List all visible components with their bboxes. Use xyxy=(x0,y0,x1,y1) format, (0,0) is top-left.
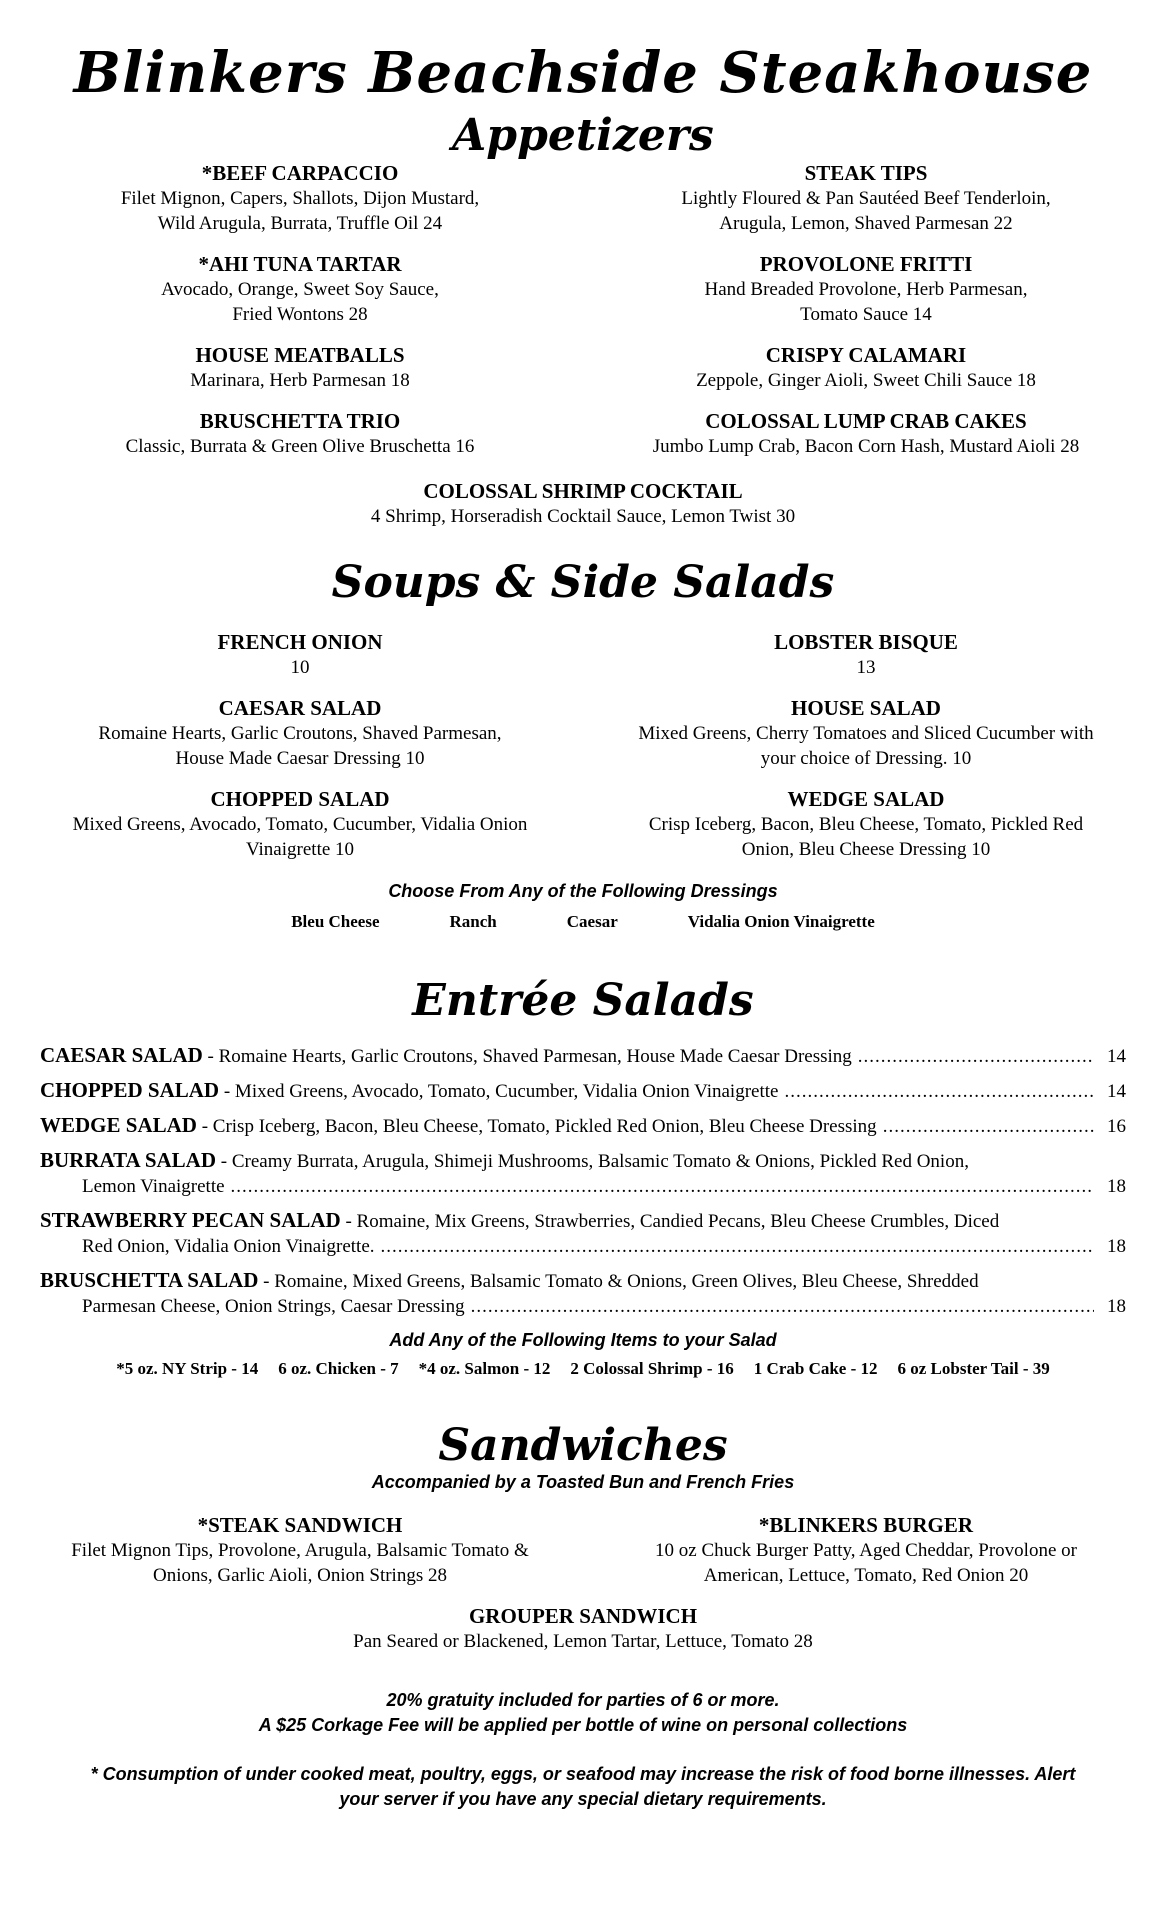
item-price: 16 xyxy=(1107,1116,1126,1137)
item-name: HOUSE SALAD xyxy=(791,696,941,720)
item-name: WEDGE SALAD xyxy=(40,1113,197,1137)
menu-item xyxy=(20,342,580,393)
item-name: BURRATA SALAD xyxy=(40,1148,216,1172)
dressing-option: Bleu Cheese xyxy=(291,912,380,931)
menu-item xyxy=(20,786,580,862)
item-description: Classic, Burrata & Green Olive Bruschetta 16 xyxy=(125,436,475,457)
item-description: - Creamy Burrata, Arugula, Shimeji Mushrooms, Balsamic Tomato & Onions, Pickled Red Onion, xyxy=(216,1151,969,1172)
item-name: CHOPPED SALAD xyxy=(40,1078,220,1102)
appetizers-left-column xyxy=(20,160,580,474)
menu-item xyxy=(20,1512,580,1588)
menu-item xyxy=(20,408,580,459)
item-description: Tomato Sauce 14 xyxy=(800,304,932,325)
warning-line: * Consumption of under cooked meat, poultry, eggs, or seafood may increase the risk of food borne illnesses. Alert xyxy=(90,1764,1076,1784)
entree-item xyxy=(40,1043,1126,1069)
item-name: CAESAR SALAD xyxy=(40,1043,203,1067)
item-name: *AHI TUNA TARTAR xyxy=(198,252,402,276)
dressings-list xyxy=(0,909,1166,935)
item-description: your choice of Dressing. 10 xyxy=(760,748,972,769)
dot-leader xyxy=(231,1174,1094,1199)
item-description: Mixed Greens, Cherry Tomatoes and Sliced Cucumber with xyxy=(638,723,1094,744)
item-description: Avocado, Orange, Sweet Soy Sauce, xyxy=(161,279,439,300)
item-description: Hand Breaded Provolone, Herb Parmesan, xyxy=(704,279,1028,300)
menu-item xyxy=(20,629,580,680)
dressings-heading: Choose From Any of the Following Dressings xyxy=(388,881,778,901)
menu-item xyxy=(586,342,1146,393)
menu-item xyxy=(586,695,1146,771)
dot-leader xyxy=(381,1234,1094,1259)
item-description: Jumbo Lump Crab, Bacon Corn Hash, Mustard Aioli 28 xyxy=(652,436,1080,457)
item-name: *STEAK SANDWICH xyxy=(197,1513,403,1537)
item-description: - Romaine, Mixed Greens, Balsamic Tomato & Onions, Green Olives, Bleu Cheese, Shredded xyxy=(258,1271,979,1292)
sandwiches-subtitle: Accompanied by a Toasted Bun and French Fries xyxy=(371,1472,795,1492)
item-description: Fried Wontons 28 xyxy=(232,304,368,325)
item-price: 18 xyxy=(1107,1236,1126,1257)
item-description: - Romaine, Mix Greens, Strawberries, Candied Pecans, Bleu Cheese Crumbles, Diced xyxy=(340,1211,1000,1232)
item-name: CAESAR SALAD xyxy=(218,696,382,720)
item-name: BRUSCHETTA TRIO xyxy=(199,409,401,433)
item-name: STEAK TIPS xyxy=(804,161,928,185)
appetizers-title: Appetizers xyxy=(452,110,714,161)
soups-title: Soups & Side Salads xyxy=(331,557,835,608)
item-description: 10 xyxy=(290,657,310,678)
sandwiches-grid xyxy=(0,1512,1166,1603)
menu-item xyxy=(20,251,580,327)
item-description: Onion, Bleu Cheese Dressing 10 xyxy=(741,839,991,860)
item-name: HOUSE MEATBALLS xyxy=(195,343,405,367)
menu-item xyxy=(586,629,1146,680)
addon-option: *4 oz. Salmon - 12 xyxy=(418,1359,551,1378)
policy-notes xyxy=(0,1688,1166,1738)
restaurant-name: Blinkers Beachside Steakhouse xyxy=(73,40,1093,106)
item-description: Pan Seared or Blackened, Lemon Tartar, Lettuce, Tomato 28 xyxy=(353,1631,813,1652)
item-description: - Romaine Hearts, Garlic Croutons, Shaved Parmesan, House Made Caesar Dressing xyxy=(202,1046,852,1067)
sandwiches-left-column xyxy=(20,1512,580,1603)
appetizers-right-column xyxy=(586,160,1146,474)
item-description: Vinaigrette 10 xyxy=(245,839,355,860)
entree-item xyxy=(40,1268,1126,1319)
soups-grid xyxy=(0,629,1166,877)
menu-item xyxy=(586,408,1146,459)
item-description: 13 xyxy=(856,657,876,678)
addon-option: 6 oz Lobster Tail - 39 xyxy=(897,1359,1050,1378)
item-description: Zeppole, Ginger Aioli, Sweet Chili Sauce 18 xyxy=(696,370,1036,391)
menu-item xyxy=(586,1512,1146,1588)
menu-item-center xyxy=(0,1603,1166,1654)
item-description: Wild Arugula, Burrata, Truffle Oil 24 xyxy=(157,213,443,234)
menu-item-center xyxy=(0,478,1166,529)
item-name: PROVOLONE FRITTI xyxy=(759,252,973,276)
item-description-cont: Lemon Vinaigrette xyxy=(82,1176,225,1197)
item-description: Lightly Floured & Pan Sautéed Beef Tenderloin, xyxy=(681,188,1051,209)
dot-leader xyxy=(784,1079,1094,1104)
gratuity-note: 20% gratuity included for parties of 6 or more. xyxy=(386,1690,780,1710)
entree-salads-title: Entrée Salads xyxy=(412,975,754,1026)
sandwiches-right-column xyxy=(586,1512,1146,1603)
menu-item xyxy=(20,695,580,771)
item-name: BRUSCHETTA SALAD xyxy=(40,1268,259,1292)
item-description: House Made Caesar Dressing 10 xyxy=(175,748,425,769)
addon-option: 1 Crab Cake - 12 xyxy=(753,1359,878,1378)
item-name: STRAWBERRY PECAN SALAD xyxy=(40,1208,341,1232)
item-description: American, Lettuce, Tomato, Red Onion 20 xyxy=(703,1565,1029,1586)
item-name: WEDGE SALAD xyxy=(787,787,945,811)
item-description: Filet Mignon, Capers, Shallots, Dijon Mustard, xyxy=(120,188,480,209)
item-name: FRENCH ONION xyxy=(217,630,383,654)
item-description: Crisp Iceberg, Bacon, Bleu Cheese, Tomato, Pickled Red xyxy=(648,814,1084,835)
sandwiches-title: Sandwiches xyxy=(438,1420,728,1471)
item-price: 18 xyxy=(1107,1296,1126,1317)
item-description: - Crisp Iceberg, Bacon, Bleu Cheese, Tomato, Pickled Red Onion, Bleu Cheese Dressing xyxy=(196,1116,877,1137)
soups-left-column xyxy=(20,629,580,877)
item-description: Mixed Greens, Avocado, Tomato, Cucumber, Vidalia Onion xyxy=(72,814,528,835)
entree-item xyxy=(40,1113,1126,1139)
item-name: *BLINKERS BURGER xyxy=(758,1513,974,1537)
item-name: *BEEF CARPACCIO xyxy=(201,161,399,185)
addons-list xyxy=(0,1356,1166,1382)
item-description: 10 oz Chuck Burger Patty, Aged Cheddar, Provolone or xyxy=(655,1540,1077,1561)
entree-salads-list xyxy=(0,1043,1166,1319)
dot-leader xyxy=(471,1294,1094,1319)
item-price: 14 xyxy=(1107,1081,1126,1102)
entree-item xyxy=(40,1078,1126,1104)
dressing-option: Ranch xyxy=(449,912,497,931)
dressing-option: Caesar xyxy=(566,912,618,931)
item-description: Filet Mignon Tips, Provolone, Arugula, Balsamic Tomato & xyxy=(71,1540,529,1561)
addon-option: 6 oz. Chicken - 7 xyxy=(278,1359,399,1378)
dressing-option: Vidalia Onion Vinaigrette xyxy=(687,912,875,931)
item-description-cont: Parmesan Cheese, Onion Strings, Caesar Dressing xyxy=(82,1296,465,1317)
item-description: - Mixed Greens, Avocado, Tomato, Cucumber, Vidalia Onion Vinaigrette xyxy=(219,1081,779,1102)
item-price: 14 xyxy=(1107,1046,1126,1067)
item-name: LOBSTER BISQUE xyxy=(774,630,958,654)
warning-line: your server if you have any special dietary requirements. xyxy=(339,1789,827,1809)
menu-item xyxy=(586,160,1146,236)
item-description: 4 Shrimp, Horseradish Cocktail Sauce, Lemon Twist 30 xyxy=(370,506,796,527)
item-description: Arugula, Lemon, Shaved Parmesan 22 xyxy=(719,213,1013,234)
item-name: CHOPPED SALAD xyxy=(210,787,390,811)
item-description: Marinara, Herb Parmesan 18 xyxy=(190,370,410,391)
soups-right-column xyxy=(586,629,1146,877)
item-name: COLOSSAL SHRIMP COCKTAIL xyxy=(423,479,743,503)
item-name: GROUPER SANDWICH xyxy=(468,1604,698,1628)
addons-heading: Add Any of the Following Items to your Salad xyxy=(389,1330,777,1350)
corkage-note: A $25 Corkage Fee will be applied per bottle of wine on personal collections xyxy=(258,1715,908,1735)
menu-item xyxy=(586,251,1146,327)
item-description: Onions, Garlic Aioli, Onion Strings 28 xyxy=(153,1565,447,1586)
entree-item xyxy=(40,1208,1126,1259)
menu-item xyxy=(586,786,1146,862)
item-description-cont: Red Onion, Vidalia Onion Vinaigrette. xyxy=(82,1236,375,1257)
item-description: Romaine Hearts, Garlic Croutons, Shaved Parmesan, xyxy=(98,723,502,744)
entree-item xyxy=(40,1148,1126,1199)
menu-item xyxy=(20,160,580,236)
dot-leader xyxy=(883,1114,1094,1139)
health-warning xyxy=(0,1762,1166,1812)
addon-option: *5 oz. NY Strip - 14 xyxy=(116,1359,259,1378)
item-name: COLOSSAL LUMP CRAB CAKES xyxy=(705,409,1027,433)
item-price: 18 xyxy=(1107,1176,1126,1197)
addon-option: 2 Colossal Shrimp - 16 xyxy=(570,1359,734,1378)
appetizers-grid xyxy=(0,160,1166,474)
dot-leader xyxy=(858,1044,1094,1069)
item-name: CRISPY CALAMARI xyxy=(765,343,967,367)
